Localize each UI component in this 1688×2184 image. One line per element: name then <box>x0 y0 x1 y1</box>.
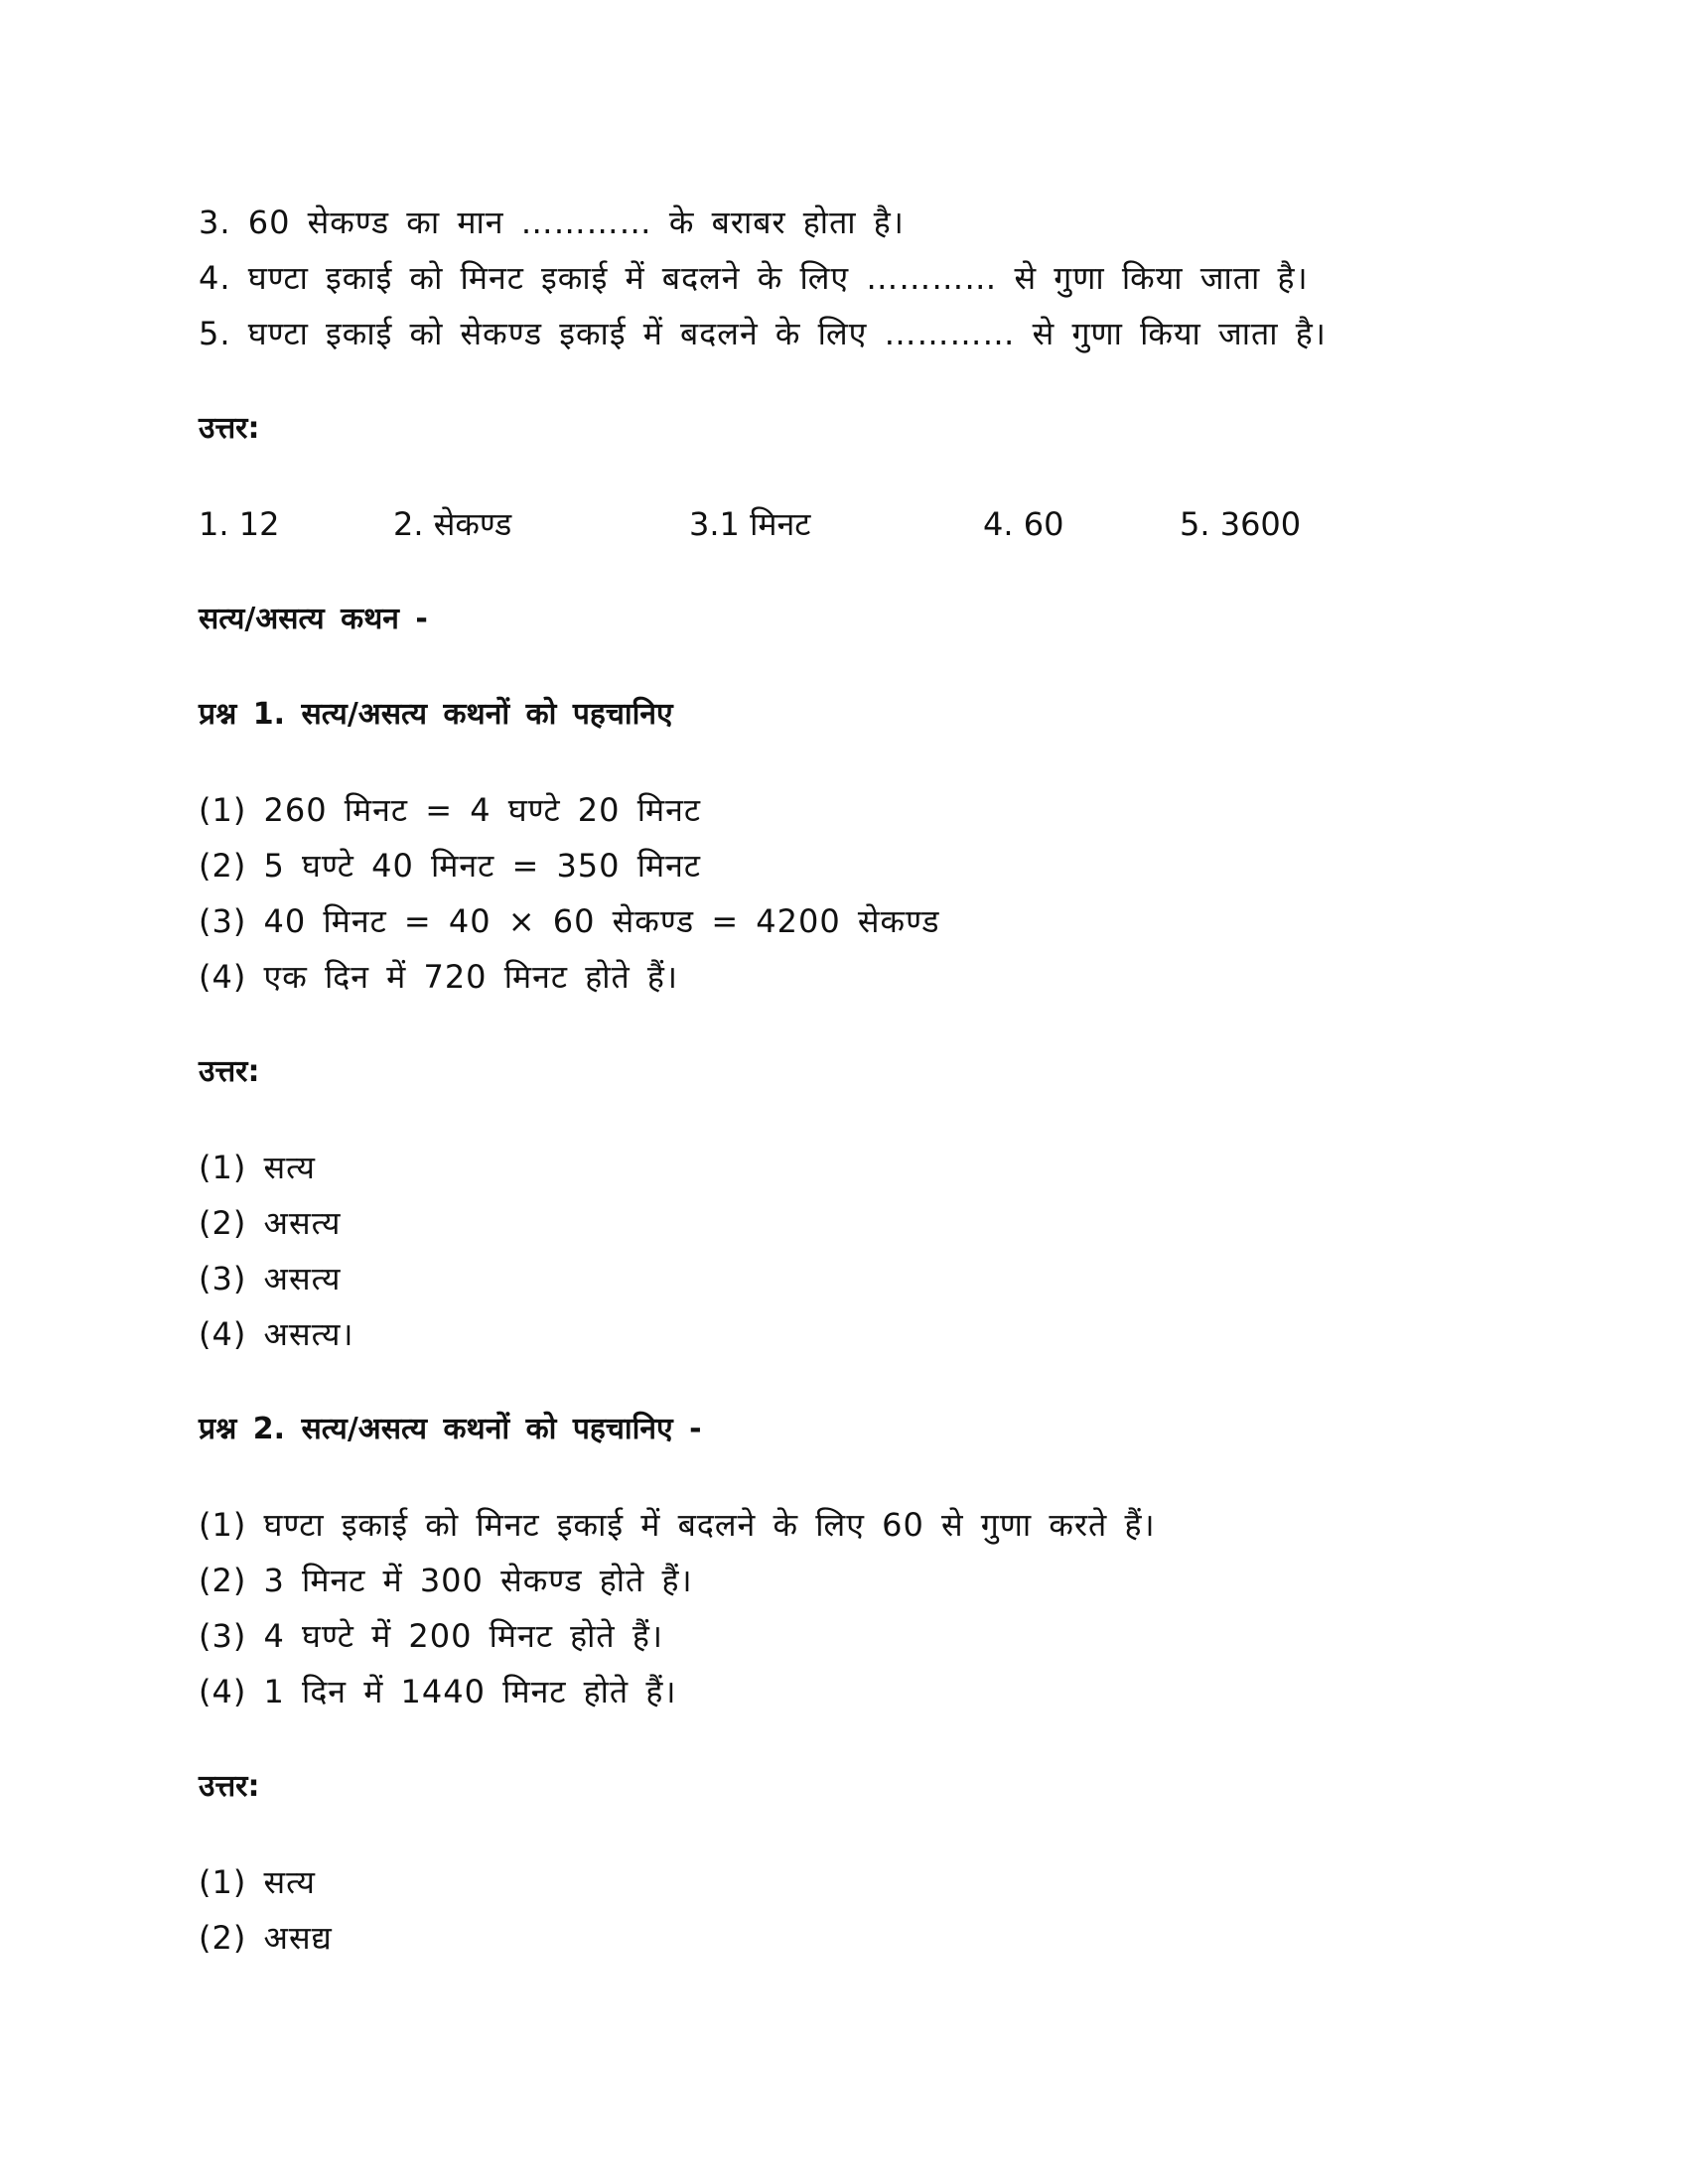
answer-item: 4. 60 <box>983 505 1064 543</box>
statement-item: (1) घण्टा इकाई को मिनट इकाई में बदलने के लिए 60 से गुणा करते हैं। <box>199 1506 1156 1544</box>
answer-item: (1) सत्य <box>199 1863 316 1901</box>
answer-item: (1) सत्य <box>199 1149 316 1186</box>
statement-item: (3) 40 मिनट = 40 × 60 सेकण्ड = 4200 सेकण्ड <box>199 902 940 940</box>
answer-item: (2) असद्य <box>199 1919 333 1957</box>
answer-label: उत्तर: <box>199 411 260 446</box>
answer-label: उत्तर: <box>199 1769 260 1804</box>
answer-item: 3.1 मिनट <box>689 505 811 543</box>
question-2-title: प्रश्न 2. सत्य/असत्य कथनों को पहचानिए - <box>199 1412 702 1446</box>
statement-item: (3) 4 घण्टे में 200 मिनट होते हैं। <box>199 1617 663 1655</box>
answer-item: 1. 12 <box>199 505 280 543</box>
fill-blank-list <box>199 195 1489 361</box>
fill-blank-item: 4. घण्टा इकाई को मिनट इकाई में बदलने के लिए ………… से गुणा किया जाता है। <box>199 259 1309 297</box>
fill-blank-answers <box>199 496 1489 552</box>
statement-item: (4) एक दिन में 720 मिनट होते हैं। <box>199 958 679 996</box>
section-title: सत्य/असत्य कथन - <box>199 602 428 636</box>
answer-item: (4) असत्य। <box>199 1315 354 1353</box>
question-2-statements <box>199 1497 1489 1719</box>
document-page <box>199 195 1489 1966</box>
fill-blank-item: 5. घण्टा इकाई को सेकण्ड इकाई में बदलने के लिए ………… से गुणा किया जाता है। <box>199 315 1327 352</box>
answer-item: (3) असत्य <box>199 1260 342 1297</box>
fill-blank-item: 3. 60 सेकण्ड का मान ………… के बराबर होता है। <box>199 204 905 241</box>
answer-label: उत्तर: <box>199 1054 260 1089</box>
answer-item: (2) असत्य <box>199 1204 342 1242</box>
statement-item: (1) 260 मिनट = 4 घण्टे 20 मिनट <box>199 791 702 829</box>
statement-item: (2) 5 घण्टे 40 मिनट = 350 मिनट <box>199 847 702 885</box>
question-2-answers <box>199 1854 1489 1966</box>
statement-item: (2) 3 मिनट में 300 सेकण्ड होते हैं। <box>199 1562 693 1599</box>
question-1-statements <box>199 782 1489 1005</box>
question-1-answers <box>199 1140 1489 1362</box>
answer-item: 5. 3600 <box>1180 505 1302 543</box>
statement-item: (4) 1 दिन में 1440 मिनट होते हैं। <box>199 1673 677 1710</box>
answer-item: 2. सेकण्ड <box>393 505 512 543</box>
question-1-title: प्रश्न 1. सत्य/असत्य कथनों को पहचानिए <box>199 697 673 732</box>
